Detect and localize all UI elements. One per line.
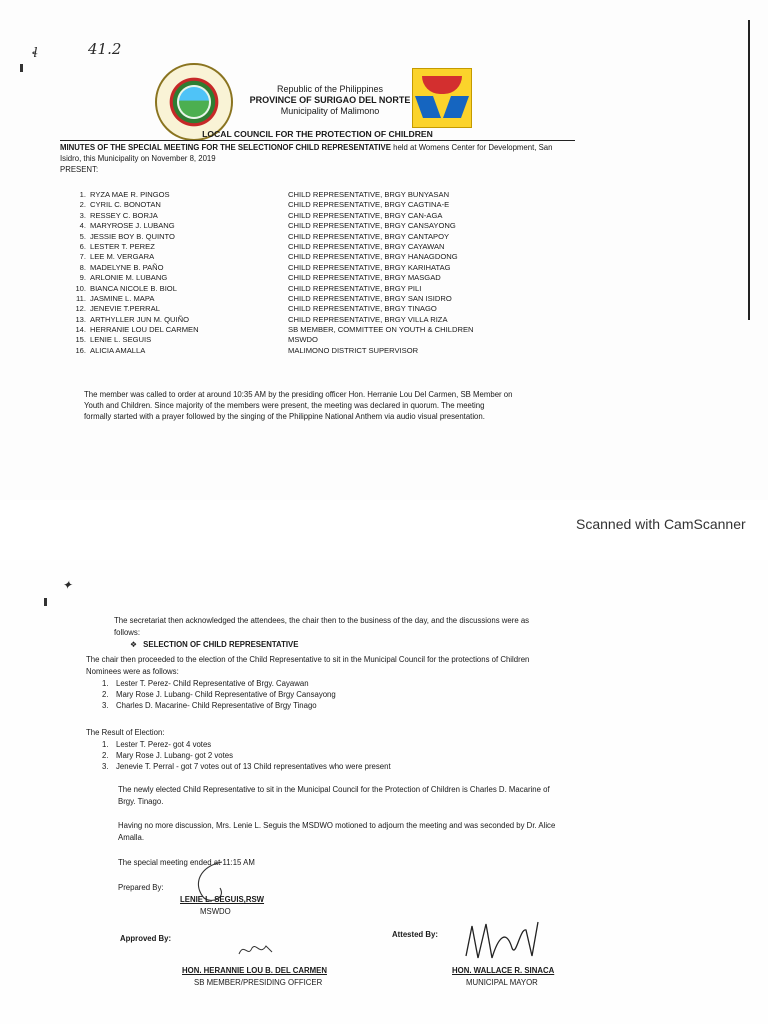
attendee-number: 6. bbox=[79, 241, 86, 251]
approver-signature bbox=[236, 940, 276, 960]
attendee-role: CHILD REPRESENTATIVE, BRGY CAN-AGA bbox=[288, 210, 443, 220]
attendee-name: ARLONIE M. LUBANG bbox=[90, 273, 168, 283]
attendee-row bbox=[64, 315, 504, 325]
approver-title: SB MEMBER/PRESIDING OFFICER bbox=[194, 978, 323, 987]
attendee-number: 2. bbox=[79, 200, 86, 210]
attendee-name: LESTER T. PEREZ bbox=[90, 241, 155, 251]
adjourn-line-2: Amalla. bbox=[118, 833, 144, 842]
attendee-role: CHILD REPRESENTATIVE, BRGY HANAGDONG bbox=[288, 252, 458, 262]
result-item bbox=[102, 750, 391, 761]
attendee-row bbox=[64, 273, 504, 283]
attendee-role: CHILD REPRESENTATIVE, BRGY SAN ISIDRO bbox=[288, 293, 452, 303]
republic-line: Republic of the Philippines bbox=[276, 84, 384, 94]
attendee-row bbox=[64, 294, 504, 304]
attendee-row bbox=[64, 211, 504, 221]
attendee-name: JENEVIE T.PERRAL bbox=[90, 304, 160, 314]
attendee-number: 14. bbox=[75, 325, 86, 335]
adjourn-line-1: Having no more discussion, Mrs. Lenie L. Seguis the MSDWO motioned to adjourn the meeting and was seconded by Dr. Alice bbox=[118, 821, 556, 830]
elected-line-1: The newly elected Child Representative to sit in the Municipal Council for the Protection of Children is Charles D. Macarine of bbox=[118, 785, 550, 794]
present-label: PRESENT: bbox=[60, 165, 99, 174]
nominee-item-number: 3. bbox=[102, 701, 109, 710]
diamond-bullet-icon: ❖ bbox=[130, 640, 137, 649]
attendee-row bbox=[64, 200, 504, 210]
attendee-role: MALIMONO DISTRICT SUPERVISOR bbox=[288, 345, 419, 355]
punch-mark-2 bbox=[44, 598, 47, 606]
result-item-number: 1. bbox=[102, 740, 109, 749]
attendee-role: CHILD REPRESENTATIVE, BRGY KARIHATAG bbox=[288, 262, 451, 272]
nominee-item-number: 2. bbox=[102, 690, 109, 699]
attendee-list bbox=[64, 190, 504, 356]
attendee-role: SB MEMBER, COMMITTEE ON YOUTH & CHILDREN bbox=[288, 325, 474, 335]
attendee-role: CHILD REPRESENTATIVE, BRGY CANTAPOY bbox=[288, 231, 450, 241]
province-line: PROVINCE OF SURIGAO DEL NORTE bbox=[249, 95, 411, 105]
preparer-name: LENIE L. SEGUIS,RSW bbox=[180, 895, 265, 904]
attendee-name: HERRANIE LOU DEL CARMEN bbox=[90, 325, 199, 335]
attendee-role: CHILD REPRESENTATIVE, BRGY MASGAD bbox=[288, 273, 441, 283]
attendee-name: CYRIL C. BONOTAN bbox=[90, 200, 161, 210]
election-line-2: Nominees were as follows: bbox=[86, 667, 179, 676]
nominee-item-text: Mary Rose J. Lubang- Child Representative of Brgy Cansayong bbox=[116, 690, 336, 699]
attester-name: HON. WALLACE R. SINACA bbox=[452, 966, 555, 975]
attendee-number: 11. bbox=[76, 293, 86, 303]
result-item bbox=[102, 739, 391, 750]
result-list bbox=[102, 739, 391, 772]
attendee-role: CHILD REPRESENTATIVE, BRGY BUNYASAN bbox=[288, 190, 450, 199]
attendee-name: LEE M. VERGARA bbox=[90, 252, 155, 262]
attendee-row bbox=[64, 346, 504, 356]
attendee-row bbox=[64, 304, 504, 314]
result-item-number: 3. bbox=[102, 762, 109, 771]
document-page-1 bbox=[0, 0, 768, 500]
attendee-number: 13. bbox=[75, 314, 86, 324]
dswd-logo bbox=[412, 68, 472, 128]
attendee-role: CHILD REPRESENTATIVE, BRGY PILI bbox=[288, 283, 422, 293]
attendee-row bbox=[64, 263, 504, 273]
attendee-role: CHILD REPRESENTATIVE, BRGY CAYAWAN bbox=[288, 241, 445, 251]
election-line-1: The chair then proceeded to the election of the Child Representative to sit in the Municipal Council for the protections of Children bbox=[86, 655, 530, 664]
seal-emblem bbox=[179, 87, 209, 117]
attested-by-label: Attested By: bbox=[392, 930, 438, 939]
nominee-item bbox=[102, 678, 336, 689]
handwritten-mark: ɬ bbox=[32, 46, 38, 61]
attendee-number: 16. bbox=[75, 345, 86, 355]
attendee-number: 7. bbox=[79, 252, 86, 262]
attendee-row bbox=[64, 325, 504, 335]
attendee-row bbox=[64, 221, 504, 231]
result-item-number: 2. bbox=[102, 751, 109, 760]
minutes-heading-rest: held at Womens Center for Development, San bbox=[390, 143, 553, 152]
camscanner-watermark: Scanned with CamScanner bbox=[576, 516, 746, 532]
prepared-by-label: Prepared By: bbox=[118, 883, 164, 892]
nominee-item-text: Lester T. Perez- Child Representative of Brgy. Cayawan bbox=[116, 679, 309, 688]
minutes-heading bbox=[60, 142, 580, 153]
attendee-name: ALICIA AMALLA bbox=[90, 345, 146, 355]
attendee-row bbox=[64, 190, 504, 200]
attendee-number: 15. bbox=[75, 335, 86, 345]
section-title: SELECTION OF CHILD REPRESENTATIVE bbox=[143, 640, 299, 649]
attendee-name: RESSEY C. BORJA bbox=[90, 210, 158, 220]
council-title: LOCAL COUNCIL FOR THE PROTECTION OF CHILDREN bbox=[202, 129, 433, 139]
result-label: The Result of Election: bbox=[86, 728, 165, 737]
attester-title: MUNICIPAL MAYOR bbox=[466, 978, 538, 987]
attendee-role: MSWDO bbox=[288, 335, 318, 345]
attendee-name: MADELYNE B. PAÑO bbox=[90, 262, 164, 272]
result-item-text: Jenevie T. Perral - got 7 votes out of 13 Child representatives who were present bbox=[116, 762, 391, 771]
meeting-ended-line: The special meeting ended at 11:15 AM bbox=[118, 858, 255, 867]
attendee-row bbox=[64, 232, 504, 242]
attendee-role: CHILD REPRESENTATIVE, BRGY CAGTINA-E bbox=[288, 200, 450, 210]
attendee-number: 9. bbox=[79, 273, 86, 283]
attendee-role: CHILD REPRESENTATIVE, BRGY CANSAYONG bbox=[288, 221, 456, 231]
document-page-2 bbox=[0, 560, 768, 1024]
preparer-title: MSWDO bbox=[200, 907, 231, 916]
page-edge-line bbox=[748, 20, 750, 320]
approver-name: HON. HERANNIE LOU B. DEL CARMEN bbox=[182, 966, 327, 975]
attendee-row bbox=[64, 242, 504, 252]
opening-line-2: Youth and Children. Since majority of the members were present, the meeting was declared in quorum. The meeting bbox=[84, 401, 485, 410]
municipality-line: Municipality of Malimono bbox=[280, 106, 380, 116]
attendee-row bbox=[64, 284, 504, 294]
opening-line-1: The member was called to order at around 10:35 AM by the presiding officer Hon. Herranie Lou Del Carmen, SB Member on bbox=[84, 390, 513, 399]
attendee-name: BIANCA NICOLE B. BIOL bbox=[90, 283, 177, 293]
attendee-name: JASMINE L. MAPA bbox=[90, 293, 155, 303]
handwritten-mark-2: ✦ bbox=[62, 578, 73, 592]
attendee-number: 4. bbox=[79, 221, 86, 231]
title-underline bbox=[60, 140, 575, 141]
attendee-role: CHILD REPRESENTATIVE, BRGY TINAGO bbox=[288, 304, 437, 314]
result-item bbox=[102, 761, 391, 772]
attendee-name: ARTHYLLER JUN M. QUIÑO bbox=[90, 314, 190, 324]
intro-line-1: The secretariat then acknowledged the attendees, the chair then to the business of the day, and the discussions were as bbox=[114, 616, 530, 625]
attendee-number: 1. bbox=[79, 190, 86, 199]
minutes-heading-bold: MINUTES OF THE SPECIAL MEETING FOR THE SELECTIONOF CHILD REPRESENTATIVE bbox=[60, 143, 391, 152]
nominee-item bbox=[102, 689, 336, 700]
attendee-name: LENIE L. SEGUIS bbox=[90, 335, 152, 345]
attendee-name: RYZA MAE R. PINGOS bbox=[90, 190, 170, 199]
approved-by-label: Approved By: bbox=[120, 934, 172, 943]
attendee-name: MARYROSE J. LUBANG bbox=[90, 221, 175, 231]
attendee-number: 5. bbox=[79, 231, 86, 241]
attester-signature bbox=[462, 918, 552, 968]
attendee-name: JESSIE BOY B. QUINTO bbox=[90, 231, 175, 241]
attendee-number: 8. bbox=[79, 262, 86, 272]
nominee-item-number: 1. bbox=[102, 679, 109, 688]
intro-line-2: follows: bbox=[114, 628, 140, 637]
attendee-number: 10. bbox=[75, 283, 86, 293]
punch-mark bbox=[20, 64, 23, 72]
opening-line-3: formally started with a prayer followed by the singing of the Philippine National Anthem via audio visual presentation. bbox=[84, 412, 485, 421]
minutes-date-line: Isidro, this Municipality on November 8, 2019 bbox=[60, 154, 216, 163]
attendee-number: 12. bbox=[75, 304, 86, 314]
nominee-list bbox=[102, 678, 336, 711]
nominee-item-text: Charles D. Macarine- Child Representative of Brgy Tinago bbox=[116, 701, 317, 710]
nominee-item bbox=[102, 700, 336, 711]
handwritten-page-number: 41.2 bbox=[88, 40, 122, 58]
result-item-text: Lester T. Perez- got 4 votes bbox=[116, 740, 212, 749]
elected-line-2: Brgy. Tinago. bbox=[118, 797, 164, 806]
attendee-row bbox=[64, 252, 504, 262]
attendee-number: 3. bbox=[79, 210, 86, 220]
section-heading bbox=[130, 639, 298, 650]
result-item-text: Mary Rose J. Lubang- got 2 votes bbox=[116, 751, 234, 760]
attendee-role: CHILD REPRESENTATIVE, BRGY VILLA RIZA bbox=[288, 314, 448, 324]
attendee-row bbox=[64, 335, 504, 345]
